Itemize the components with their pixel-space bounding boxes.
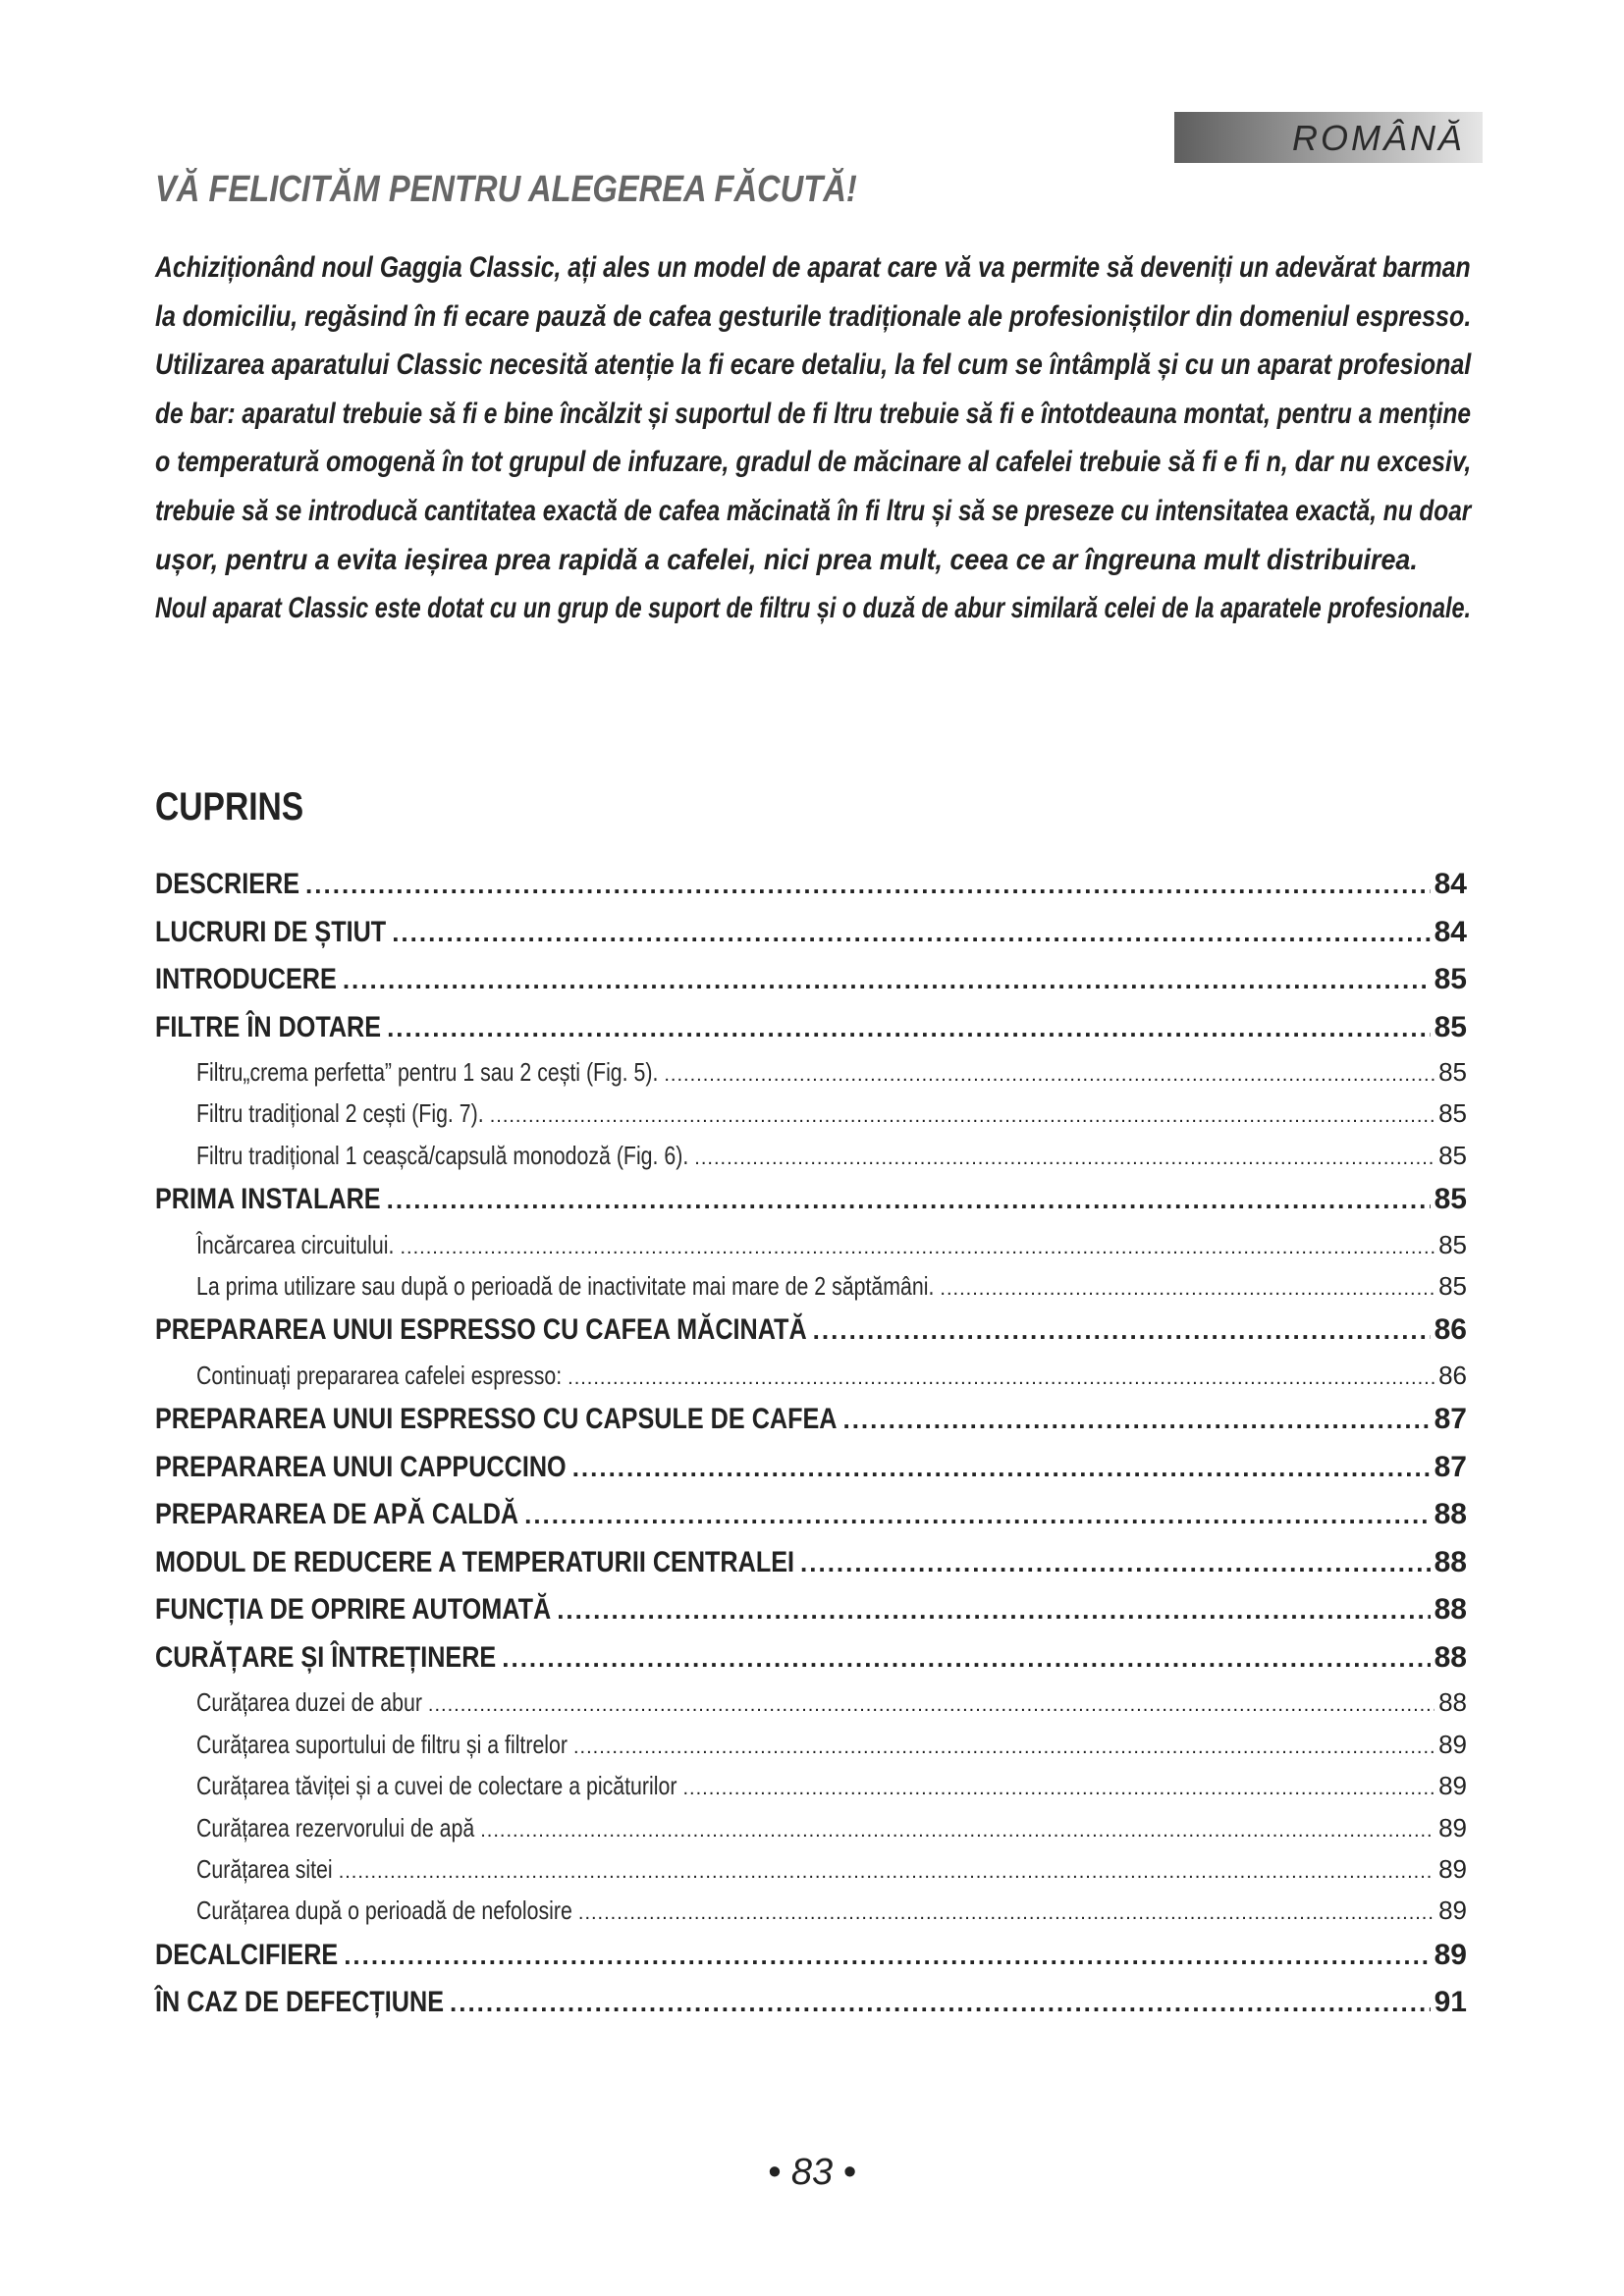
toc-subentry-page: 89 [1438,1812,1467,1842]
toc-entry-page: 84 [1434,915,1467,948]
toc-entry-page: 91 [1434,1986,1467,2019]
toc-subentry[interactable] [155,1724,1467,1765]
toc-entry-page: 85 [1434,963,1467,995]
toc-entry[interactable] [155,1634,1467,1682]
toc-entry[interactable] [155,1004,1467,1052]
dot-leader [842,1396,1430,1444]
toc-subentry[interactable] [155,1093,1467,1134]
toc-subentry-label: Continuați prepararea cafelei espresso: [196,1360,563,1390]
toc-title: CUPRINS [155,785,304,828]
intro-line: o temperatură omogenă în tot grupul de infuzare, gradul de măcinare al cafelei trebuie să fi e fi n, dar nu excesiv, [155,446,1472,479]
toc-entry-label: PREPARAREA DE APĂ CALDĂ [155,1498,519,1531]
toc-subentry[interactable] [155,1848,1467,1890]
toc-subentry-page: 89 [1438,1729,1467,1759]
toc-entry-label: PREPARAREA UNUI CAPPUCCINO [155,1450,567,1483]
toc-subentry-label: Curățarea duzei de abur [196,1687,422,1718]
dot-leader [400,1227,1435,1268]
toc-entry[interactable] [155,1396,1467,1444]
toc-entry-page: 86 [1434,1313,1467,1347]
dot-leader [524,1491,1431,1539]
intro-paragraph [155,243,1624,633]
dot-leader [694,1138,1435,1179]
language-tab [1174,112,1483,163]
toc-subentry-label: Curățarea sitei [196,1853,333,1884]
toc-subentry-label: Curățarea tăviței și a cuvei de colectare a picăturilor [196,1771,677,1801]
intro-line: de bar: aparatul trebuie să fi e bine încălzit și suportul de fi ltru trebuie să fi e întotdeauna montat, pentru a menține [155,397,1471,430]
dot-leader [572,1444,1431,1492]
toc-entry-page: 89 [1434,1938,1467,1971]
toc-entry-label: PREPARAREA UNUI ESPRESSO CU CAFEA MĂCINATĂ [155,1313,807,1347]
toc-entry[interactable] [155,956,1467,1004]
toc-entry[interactable] [155,861,1467,909]
toc-subentry[interactable] [155,1355,1467,1396]
dot-leader [305,861,1431,909]
toc-entry-page: 87 [1434,1450,1467,1483]
dot-leader [813,1307,1431,1355]
toc-subentry[interactable] [155,1807,1467,1848]
dot-leader [343,956,1431,1004]
toc-subentry-label: Curățarea după o perioadă de nefolosire [196,1896,572,1926]
toc-entry-page: 88 [1434,1545,1467,1578]
toc-entry[interactable] [155,1176,1467,1224]
dot-leader [568,1358,1435,1399]
toc-entry-page: 85 [1434,1010,1467,1043]
toc-subentry-page: 89 [1438,1896,1467,1926]
intro-line: la domiciliu, regăsind în fi ecare pauză de cafea gesturile tradiționale ale profesioniștilor din domeniul espresso. [155,299,1472,333]
toc-entry-label: DECALCIFIERE [155,1938,339,1971]
toc-entry-page: 88 [1434,1498,1467,1531]
toc-entry-page: 88 [1434,1640,1467,1674]
dot-leader [387,1176,1431,1224]
toc-entry[interactable] [155,1491,1467,1539]
toc-entry-label: FILTRE ÎN DOTARE [155,1010,382,1043]
dot-leader [573,1727,1435,1768]
congratulations-heading: VĂ FELICITĂM PENTRU ALEGEREA FĂCUTĂ! [155,169,857,210]
toc-entry-label: DESCRIERE [155,868,300,900]
toc-subentry-label: La prima utilizare sau după o perioadă de inactivitate mai mare de 2 săptămâni. [196,1271,935,1302]
intro-line: Utilizarea aparatului Classic necesită atenție la fi ecare detaliu, la fel cum se întâmplă și cu un aparat profesional [155,348,1472,382]
toc-entry[interactable] [155,1444,1467,1492]
toc-entry-label: LUCRURI DE ȘTIUT [155,915,387,948]
dot-leader [387,1004,1431,1052]
dot-leader [557,1586,1430,1634]
dot-leader [682,1768,1435,1809]
dot-leader [502,1634,1430,1682]
toc-subentry-page: 85 [1438,1098,1467,1129]
dot-leader [800,1539,1431,1587]
toc-subentry-page: 88 [1438,1687,1467,1718]
dot-leader [664,1054,1435,1095]
toc-subentry-label: Filtru tradițional 1 ceașcă/capsulă monodoză (Fig. 6). [196,1140,689,1170]
dot-leader [450,1979,1431,2027]
toc-subentry-label: Curățarea rezervorului de apă [196,1812,475,1842]
toc-subentry-label: Filtru„crema perfetta” pentru 1 sau 2 cești (Fig. 5). [196,1057,659,1087]
toc-entry[interactable] [155,1307,1467,1355]
toc-subentry[interactable] [155,1765,1467,1806]
toc-entry-label: PRIMA INSTALARE [155,1183,381,1216]
toc-subentry[interactable] [155,1224,1467,1265]
toc-subentry-page: 85 [1438,1271,1467,1302]
toc-subentry-page: 89 [1438,1853,1467,1884]
toc-entry[interactable] [155,909,1467,957]
page-number: • 83 • [768,2152,856,2193]
toc-entry-label: PREPARAREA UNUI ESPRESSO CU CAPSULE DE CAFEA [155,1403,838,1436]
toc-subentry-page: 85 [1438,1140,1467,1170]
dot-leader [940,1268,1435,1309]
toc-subentry[interactable] [155,1135,1467,1176]
toc-entry-page: 88 [1434,1593,1467,1627]
dot-leader [480,1810,1435,1851]
toc-subentry-page: 86 [1438,1360,1467,1390]
toc-entry-page: 85 [1434,1183,1467,1216]
toc-subentry-page: 85 [1438,1057,1467,1087]
toc-subentry-page: 85 [1438,1229,1467,1259]
toc-entry-label: MODUL DE REDUCERE A TEMPERATURII CENTRALEI [155,1545,795,1578]
dot-leader [344,1932,1430,1980]
intro-line: ușor, pentru a evita ieșirea prea rapidă a cafelei, nici prea mult, ceea ce ar îngreuna mult distribuirea. [155,543,1418,576]
toc-entry-page: 84 [1434,868,1467,900]
toc-subentry[interactable] [155,1051,1467,1093]
toc-subentry[interactable] [155,1265,1467,1307]
dot-leader [428,1684,1435,1726]
table-of-contents [155,861,1467,2027]
intro-line: Achiziționând noul Gaggia Classic, ați ales un model de aparat care vă va permite să deveniți un adevărat barman [155,251,1471,284]
dot-leader [578,1893,1435,1934]
toc-subentry[interactable] [155,1682,1467,1723]
intro-line: trebuie să se introducă cantitatea exactă de cafea măcinată în fi ltru și să se preseze cu intensitatea exactă, nu doar [155,494,1472,527]
toc-subentry-label: Curățarea suportului de filtru și a filtrelor [196,1729,568,1759]
toc-entry-label: FUNCȚIA DE OPRIRE AUTOMATĂ [155,1593,552,1627]
toc-subentry[interactable] [155,1890,1467,1931]
dot-leader [490,1095,1435,1137]
toc-subentry-label: Filtru tradițional 2 cești (Fig. 7). [196,1098,484,1129]
dot-leader [339,1851,1435,1893]
language-label: ROMÂNĂ [1291,118,1465,158]
toc-entry-page: 87 [1434,1403,1467,1436]
dot-leader [392,909,1430,957]
toc-entry-label: CURĂȚARE ȘI ÎNTREȚINERE [155,1640,497,1674]
intro-line: Noul aparat Classic este dotat cu un grup de suport de filtru și o duză de abur similară celei de la aparatele profesionale. [155,592,1472,625]
toc-entry-label: ÎN CAZ DE DEFECȚIUNE [155,1986,445,2019]
toc-entry[interactable] [155,1539,1467,1587]
toc-entry[interactable] [155,1586,1467,1634]
toc-subentry-page: 89 [1438,1771,1467,1801]
toc-subentry-label: Încărcarea circuitului. [196,1229,395,1259]
toc-entry-label: INTRODUCERE [155,963,337,995]
toc-entry[interactable] [155,1932,1467,1980]
toc-entry[interactable] [155,1979,1467,2027]
